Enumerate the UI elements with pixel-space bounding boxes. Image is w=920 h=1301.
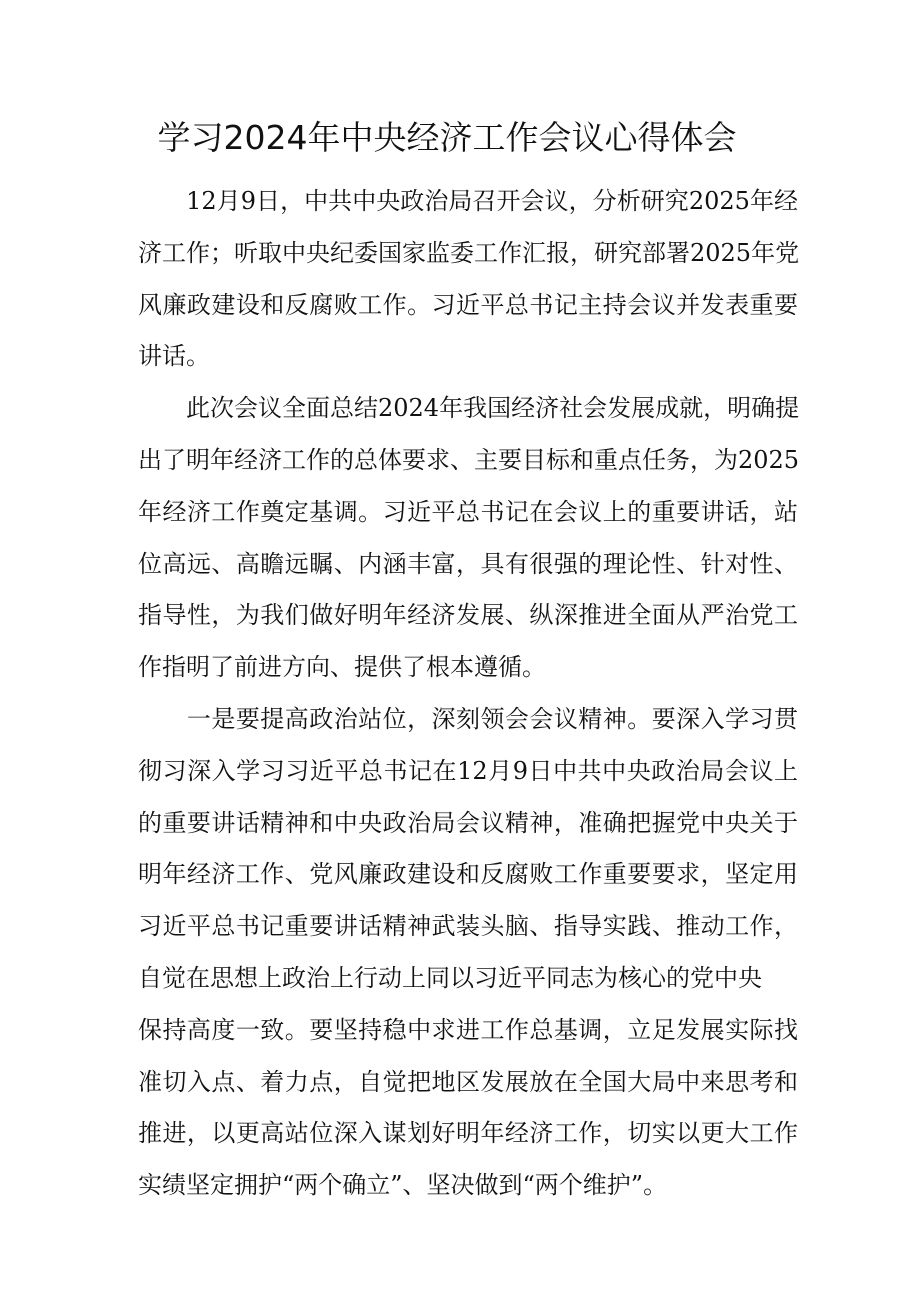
body-line: 的重要讲话精神和中央政治局会议精神，准确把握党中央关于 — [138, 808, 798, 837]
body-line: 保持高度一致。要坚持稳中求进工作总基调，立足发展实际找 — [138, 1015, 798, 1044]
body-line: 推进，以更高站位深入谋划好明年经济工作，切实以更大工作 — [138, 1119, 798, 1148]
body-line: 讲话。 — [138, 342, 210, 371]
body-line: 一是要提高政治站位，深刻领会会议精神。要深入学习贯 — [138, 704, 798, 733]
body-line: 此次会议全面总结2024年我国经济社会发展成就，明确提 — [138, 394, 800, 423]
body-line: 明年经济工作、党风廉政建设和反腐败工作重要要求，坚定用 — [138, 860, 798, 889]
document-title: 学习2024年中央经济工作会议心得体会 — [157, 118, 737, 157]
body-line: 作指明了前进方向、提供了根本遵循。 — [138, 653, 546, 682]
body-line: 准切入点、着力点，自觉把地区发展放在全国大局中来思考和 — [138, 1067, 798, 1096]
body-line: 年经济工作奠定基调。习近平总书记在会议上的重要讲话，站 — [138, 497, 798, 526]
body-line: 彻习深入学习习近平总书记在12月9日中共中央政治局会议上 — [138, 756, 798, 785]
body-line: 自觉在思想上政治上行动上同以习近平同志为核心的党中央 — [138, 963, 762, 992]
body-line: 出了明年经济工作的总体要求、主要目标和重点任务，为2025 — [138, 445, 800, 474]
body-line: 12月9日，中共中央政治局召开会议，分析研究2025年经 — [138, 187, 798, 215]
body-line: 风廉政建设和反腐败工作。习近平总书记主持会议并发表重要 — [138, 290, 798, 319]
body-line: 实绩坚定拥护“两个确立”、坚决做到“两个维护”。 — [138, 1171, 668, 1200]
body-line: 习近平总书记重要讲话精神武装头脑、指导实践、推动工作， — [138, 912, 798, 941]
document-body — [138, 176, 798, 1212]
body-line: 济工作；听取中央纪委国家监委工作汇报，研究部署2025年党 — [138, 238, 800, 267]
body-line: 指导性，为我们做好明年经济发展、纵深推进全面从严治党工 — [138, 601, 798, 630]
body-line: 位高远、高瞻远瞩、内涵丰富，具有很强的理论性、针对性、 — [138, 549, 798, 578]
